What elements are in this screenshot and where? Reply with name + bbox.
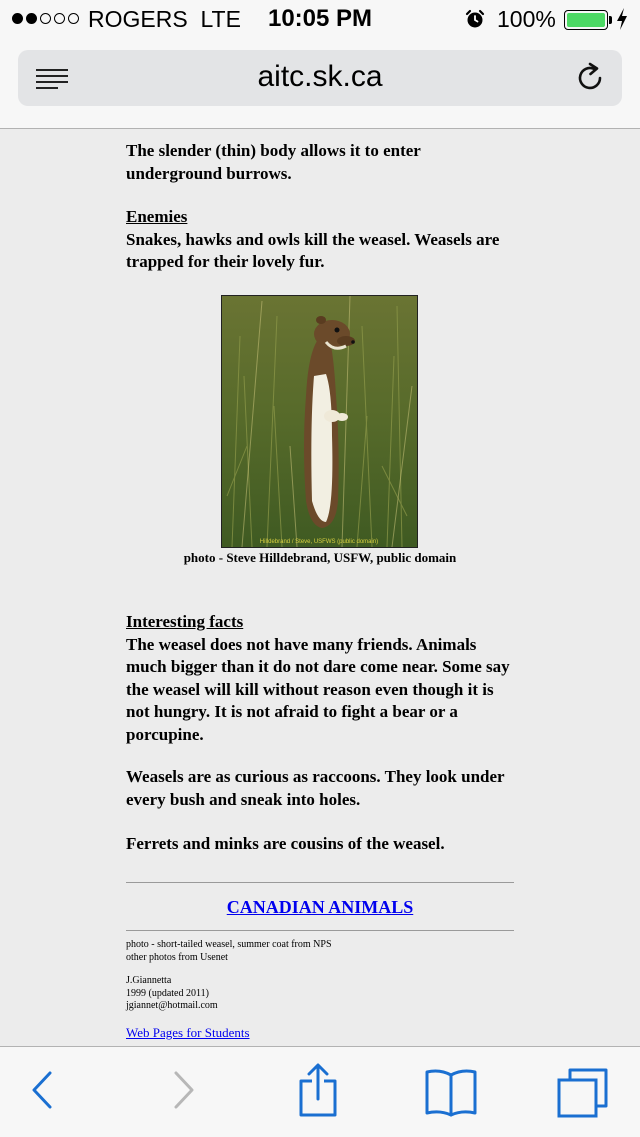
reload-icon[interactable]	[574, 62, 606, 94]
author-year: 1999 (updated 2011)	[126, 987, 209, 999]
battery-fill	[567, 13, 605, 27]
web-pages-for-students-link[interactable]: Web Pages for Students	[126, 1025, 250, 1040]
weasel-photo	[221, 295, 418, 548]
address-bar[interactable]	[18, 50, 622, 106]
alarm-clock-icon	[465, 9, 485, 29]
photo-watermark: Hilldebrand / Steve, USFWS (public domain)	[259, 539, 379, 545]
photo-caption: photo - Steve Hilldebrand, USFW, public domain	[183, 550, 457, 565]
divider	[126, 882, 514, 883]
cousins-paragraph: Ferrets and minks are cousins of the weasel.	[126, 834, 445, 853]
curious-paragraph: Weasels are as curious as raccoons. They look under every bush and sneak into holes.	[126, 767, 505, 809]
tabs-icon[interactable]	[556, 1067, 610, 1119]
battery-tip	[609, 16, 612, 24]
credits-line: other photos from Usenet	[126, 951, 228, 963]
battery-percentage: 100%	[497, 6, 556, 32]
lightning-bolt-icon	[616, 8, 628, 30]
photo-credits	[126, 939, 514, 964]
signal-dot	[12, 13, 23, 24]
credits-line: photo - short-tailed weasel, summer coat from NPS	[126, 939, 332, 950]
enemies-heading: Enemies	[126, 207, 188, 226]
address-bar-area	[0, 42, 640, 129]
enemies-paragraph: Snakes, hawks and owls kill the weasel. Weasels are trapped for their lovely fur.	[126, 229, 500, 271]
signal-dot	[54, 13, 65, 24]
author-info	[126, 975, 514, 1013]
author-email: jgiannet@hotmail.com	[126, 1000, 218, 1011]
clock: 10:05 PM	[267, 5, 373, 32]
intro-paragraph: The slender (thin) body allows it to enter underground burrows.	[126, 141, 421, 183]
carrier-label	[88, 6, 241, 33]
signal-dot	[26, 13, 37, 24]
back-chevron-icon[interactable]	[28, 1067, 58, 1113]
share-icon[interactable]	[298, 1063, 338, 1117]
signal-dot	[40, 13, 51, 24]
web-page-content[interactable]	[0, 129, 640, 1046]
interesting-facts-heading: Interesting facts	[126, 612, 244, 631]
facts-paragraph: The weasel does not have many friends. Animals much bigger than it do not dare come near. Some say the weasel will kill without reason even though it is not hungry. It is not afraid to fight a bear or a porcupine.	[126, 634, 510, 744]
url-text[interactable]: aitc.sk.ca	[257, 60, 383, 93]
carrier-name: ROGERS	[88, 6, 188, 32]
status-bar	[0, 0, 640, 42]
book-icon[interactable]	[424, 1067, 478, 1117]
signal-strength-icon	[12, 13, 79, 24]
canadian-animals-link[interactable]: CANADIAN ANIMALS	[226, 897, 414, 917]
divider	[126, 930, 514, 931]
forward-chevron-icon[interactable]	[168, 1067, 198, 1113]
author-name: J.Giannetta	[126, 975, 172, 986]
battery-icon	[564, 10, 608, 30]
browser-toolbar	[0, 1046, 640, 1137]
signal-dot	[68, 13, 79, 24]
network-type: LTE	[200, 6, 241, 32]
weasel-photo-drawing	[222, 296, 417, 547]
